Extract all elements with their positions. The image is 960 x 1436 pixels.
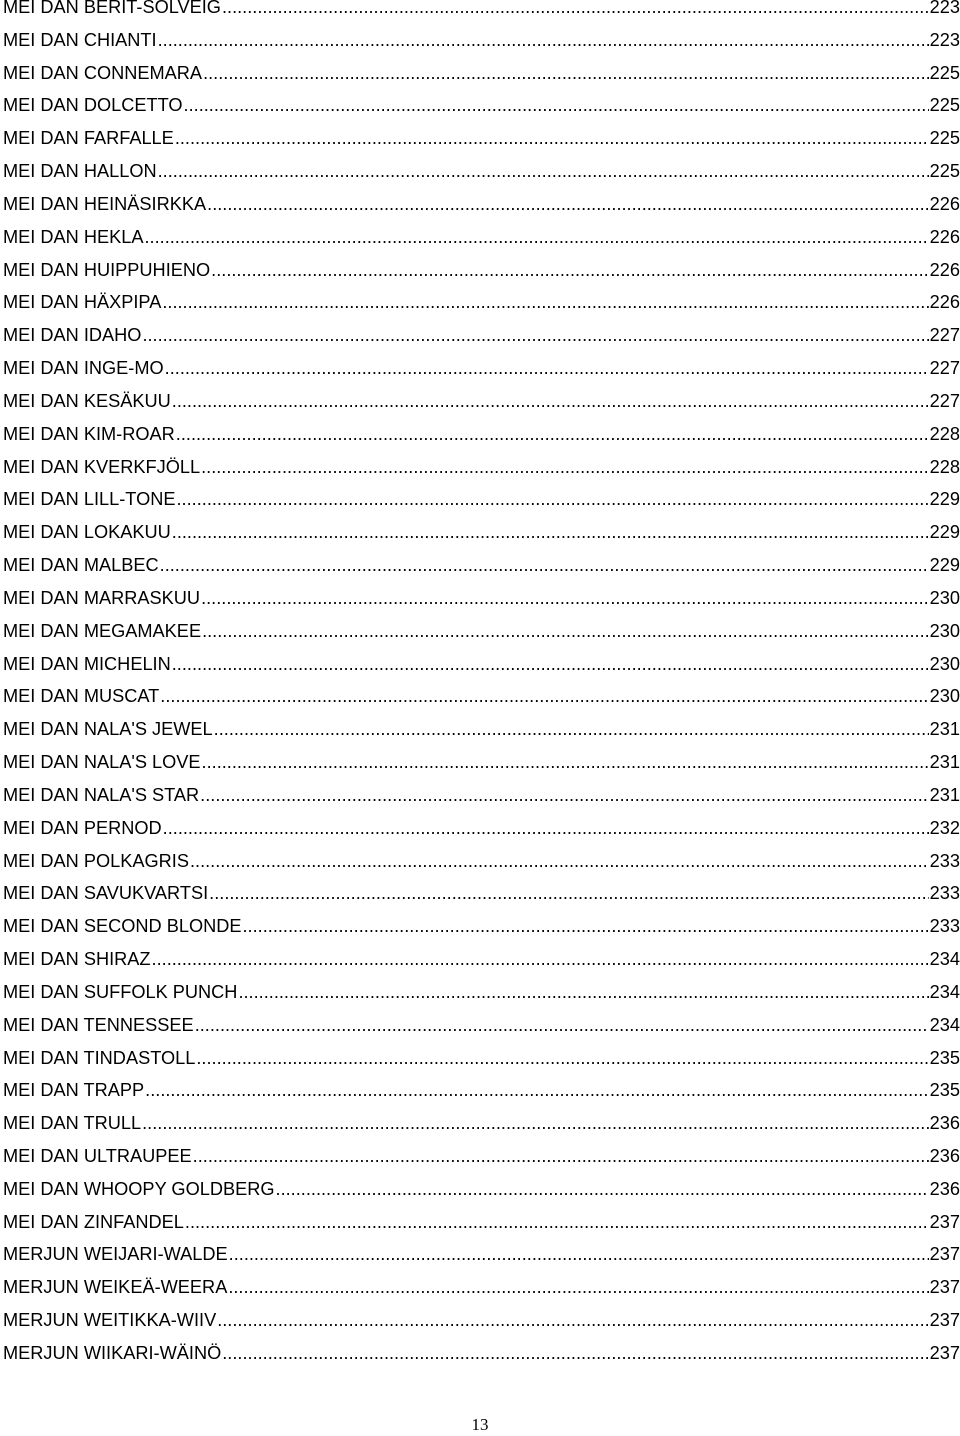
toc-entry-title: MEI DAN LILL-TONE	[3, 489, 176, 510]
dot-leader	[203, 57, 929, 90]
toc-entry[interactable]	[3, 254, 960, 287]
dot-leader	[158, 155, 929, 188]
dot-leader	[144, 221, 928, 254]
toc-entry[interactable]	[3, 483, 960, 516]
toc-entry-page-number: 236	[929, 1178, 960, 1199]
toc-entry[interactable]	[3, 1173, 960, 1206]
toc-entry-page-number: 226	[929, 292, 960, 313]
toc-entry-page-number: 235	[929, 1080, 960, 1101]
page-number: 13	[471, 1415, 489, 1434]
toc-entry-page-number: 231	[929, 784, 960, 805]
dot-leader	[207, 188, 929, 221]
toc-entry[interactable]	[3, 1238, 960, 1271]
dot-leader	[211, 254, 928, 287]
toc-entry-page-number: 234	[929, 949, 960, 970]
dot-leader	[184, 89, 929, 122]
dot-leader	[202, 615, 929, 648]
dot-leader	[222, 1337, 928, 1370]
toc-entry[interactable]	[3, 680, 960, 713]
toc-entry-page-number: 236	[929, 1145, 960, 1166]
dot-leader	[165, 352, 929, 385]
dot-leader	[175, 122, 929, 155]
dot-leader	[243, 910, 929, 943]
toc-entry[interactable]	[3, 188, 960, 221]
toc-entry-title: MEI DAN NALA'S JEWEL	[3, 719, 213, 740]
toc-entry-page-number: 225	[929, 161, 960, 182]
toc-entry-title: MEI DAN MICHELIN	[3, 653, 171, 674]
toc-entry-page-number: 233	[929, 883, 960, 904]
toc-entry-page-number: 229	[929, 555, 960, 576]
toc-entry-page-number: 223	[929, 29, 960, 50]
dot-leader	[162, 286, 928, 319]
toc-entry-title: MEI DAN IDAHO	[3, 325, 142, 346]
toc-entry-page-number: 233	[929, 916, 960, 937]
dot-leader	[163, 812, 929, 845]
dot-leader	[160, 549, 929, 582]
toc-entry[interactable]	[3, 549, 960, 582]
toc-entry-page-number: 225	[929, 128, 960, 149]
dot-leader	[229, 1238, 929, 1271]
toc-entry[interactable]	[3, 1140, 960, 1173]
toc-entry[interactable]	[3, 845, 960, 878]
toc-entry-title: MEI DAN KVERKFJÖLL	[3, 456, 201, 477]
toc-entry[interactable]	[3, 1304, 960, 1337]
toc-entry-title: MEI DAN HEINÄSIRKKA	[3, 193, 207, 214]
toc-entry-page-number: 231	[929, 719, 960, 740]
dot-leader	[217, 1304, 928, 1337]
toc-entry[interactable]	[3, 746, 960, 779]
dot-leader	[145, 1074, 928, 1107]
toc-entry-title: MEI DAN MEGAMAKEE	[3, 620, 202, 641]
toc-entry-title: MEI DAN MUSCAT	[3, 686, 160, 707]
toc-entry-page-number: 230	[929, 620, 960, 641]
toc-entry[interactable]	[3, 89, 960, 122]
toc-entry-title: MERJUN WIIKARI-WÄINÖ	[3, 1342, 222, 1363]
toc-entry[interactable]	[3, 1337, 960, 1370]
dot-leader	[152, 943, 929, 976]
toc-entry-title: MEI DAN SUFFOLK PUNCH	[3, 981, 238, 1002]
dot-leader	[172, 385, 929, 418]
toc-entry-page-number: 237	[929, 1310, 960, 1331]
toc-entry[interactable]	[3, 615, 960, 648]
toc-entry-title: MEI DAN CHIANTI	[3, 29, 157, 50]
dot-leader	[176, 418, 929, 451]
toc-entry-page-number: 226	[929, 193, 960, 214]
toc-entry[interactable]	[3, 352, 960, 385]
toc-entry-title: MEI DAN HALLON	[3, 161, 157, 182]
toc-entry-title: MERJUN WEIJARI-WALDE	[3, 1244, 228, 1265]
dot-leader	[172, 516, 929, 549]
toc-entry-title: MEI DAN ZINFANDEL	[3, 1211, 184, 1232]
toc-entry-page-number: 237	[929, 1342, 960, 1363]
toc-entry-page-number: 228	[929, 423, 960, 444]
toc-entry[interactable]	[3, 812, 960, 845]
dot-leader	[201, 451, 929, 484]
toc-entry[interactable]	[3, 24, 960, 57]
toc-entry[interactable]	[3, 319, 960, 352]
toc-entry-title: MEI DAN SHIRAZ	[3, 949, 151, 970]
toc-entry-page-number: 225	[929, 95, 960, 116]
dot-leader	[193, 1140, 929, 1173]
toc-entry[interactable]	[3, 57, 960, 90]
toc-entry-title: MEI DAN NALA'S STAR	[3, 784, 200, 805]
toc-entry[interactable]	[3, 0, 960, 24]
toc-entry[interactable]	[3, 582, 960, 615]
toc-entry-title: MEI DAN KIM-ROAR	[3, 423, 175, 444]
toc-entry[interactable]	[3, 451, 960, 484]
dot-leader	[185, 1206, 929, 1239]
toc-entry-title: MEI DAN FARFALLE	[3, 128, 174, 149]
toc-entry[interactable]	[3, 910, 960, 943]
toc-entry-page-number: 231	[929, 752, 960, 773]
toc-entry-title: MEI DAN TRAPP	[3, 1080, 145, 1101]
toc-entry-title: MEI DAN TENNESSEE	[3, 1014, 194, 1035]
toc-entry-title: MEI DAN DOLCETTO	[3, 95, 183, 116]
toc-entry-title: MEI DAN LOKAKUU	[3, 522, 171, 543]
toc-entry[interactable]	[3, 1009, 960, 1042]
dot-leader	[190, 845, 929, 878]
toc-entry-title: MEI DAN TRULL	[3, 1113, 142, 1134]
toc-entry-page-number: 234	[929, 981, 960, 1002]
dot-leader	[222, 0, 929, 24]
toc-entry[interactable]	[3, 1074, 960, 1107]
toc-entry-page-number: 229	[929, 489, 960, 510]
toc-entry-page-number: 235	[929, 1047, 960, 1068]
toc-entry-title: MEI DAN BERIT-SOLVEIG	[3, 0, 221, 17]
toc-entry-page-number: 237	[929, 1211, 960, 1232]
toc-entry-title: MEI DAN SECOND BLONDE	[3, 916, 242, 937]
toc-entry-title: MEI DAN NALA'S LOVE	[3, 752, 201, 773]
toc-entry-page-number: 229	[929, 522, 960, 543]
toc-entry-page-number: 227	[929, 390, 960, 411]
toc-entry[interactable]	[3, 713, 960, 746]
toc-entry[interactable]	[3, 779, 960, 812]
toc-entry-title: MERJUN WEIKEÄ-WEERA	[3, 1277, 228, 1298]
toc-entry[interactable]	[3, 418, 960, 451]
toc-entry[interactable]	[3, 286, 960, 319]
toc-entry-page-number: 237	[929, 1244, 960, 1265]
toc-entry-title: MEI DAN HÄXPIPA	[3, 292, 162, 313]
toc-entry-title: MEI DAN ULTRAUPEE	[3, 1145, 192, 1166]
table-of-contents	[3, 0, 960, 1370]
toc-entry[interactable]	[3, 516, 960, 549]
toc-entry-title: MEI DAN PERNOD	[3, 817, 162, 838]
dot-leader	[238, 976, 928, 1009]
toc-entry-title: MEI DAN INGE-MO	[3, 358, 164, 379]
dot-leader	[160, 680, 928, 713]
toc-entry-page-number: 226	[929, 226, 960, 247]
toc-entry[interactable]	[3, 1206, 960, 1239]
toc-entry[interactable]	[3, 976, 960, 1009]
dot-leader	[195, 1009, 929, 1042]
dot-leader	[202, 746, 929, 779]
toc-entry[interactable]	[3, 1107, 960, 1140]
toc-entry-title: MEI DAN HUIPPUHIENO	[3, 259, 211, 280]
dot-leader	[172, 648, 929, 681]
toc-entry-page-number: 228	[929, 456, 960, 477]
dot-leader	[142, 1107, 929, 1140]
toc-entry-page-number: 230	[929, 653, 960, 674]
toc-entry[interactable]	[3, 122, 960, 155]
toc-entry-title: MEI DAN SAVUKVARTSI	[3, 883, 209, 904]
toc-entry-page-number: 226	[929, 259, 960, 280]
dot-leader	[158, 24, 929, 57]
toc-entry-page-number: 230	[929, 686, 960, 707]
toc-entry[interactable]	[3, 221, 960, 254]
toc-entry-title: MEI DAN KESÄKUU	[3, 390, 171, 411]
dot-leader	[201, 582, 929, 615]
toc-entry[interactable]	[3, 648, 960, 681]
toc-entry-page-number: 230	[929, 587, 960, 608]
toc-entry-title: MERJUN WEITIKKA-WIIV	[3, 1310, 217, 1331]
toc-entry-title: MEI DAN CONNEMARA	[3, 62, 203, 83]
dot-leader	[228, 1271, 928, 1304]
toc-entry-page-number: 227	[929, 358, 960, 379]
toc-entry-page-number: 237	[929, 1277, 960, 1298]
dot-leader	[177, 483, 929, 516]
toc-entry-page-number: 232	[929, 817, 960, 838]
dot-leader	[200, 779, 928, 812]
dot-leader	[276, 1173, 929, 1206]
toc-entry[interactable]	[3, 943, 960, 976]
dot-leader	[196, 1042, 928, 1075]
toc-entry[interactable]	[3, 1271, 960, 1304]
dot-leader	[142, 319, 928, 352]
toc-entry[interactable]	[3, 877, 960, 910]
toc-entry-page-number: 227	[929, 325, 960, 346]
toc-entry-title: MEI DAN POLKAGRIS	[3, 850, 189, 871]
toc-entry-title: MEI DAN MALBEC	[3, 555, 159, 576]
toc-entry[interactable]	[3, 155, 960, 188]
toc-entry-title: MEI DAN HEKLA	[3, 226, 144, 247]
toc-entry-page-number: 234	[929, 1014, 960, 1035]
dot-leader	[214, 713, 929, 746]
toc-entry-page-number: 223	[929, 0, 960, 17]
toc-entry-title: MEI DAN MARRASKUU	[3, 587, 201, 608]
toc-entry[interactable]	[3, 1042, 960, 1075]
dot-leader	[209, 877, 928, 910]
toc-entry[interactable]	[3, 385, 960, 418]
toc-entry-title: MEI DAN TINDASTOLL	[3, 1047, 196, 1068]
toc-entry-page-number: 233	[929, 850, 960, 871]
toc-entry-page-number: 236	[929, 1113, 960, 1134]
toc-entry-title: MEI DAN WHOOPY GOLDBERG	[3, 1178, 275, 1199]
toc-entry-page-number: 225	[929, 62, 960, 83]
